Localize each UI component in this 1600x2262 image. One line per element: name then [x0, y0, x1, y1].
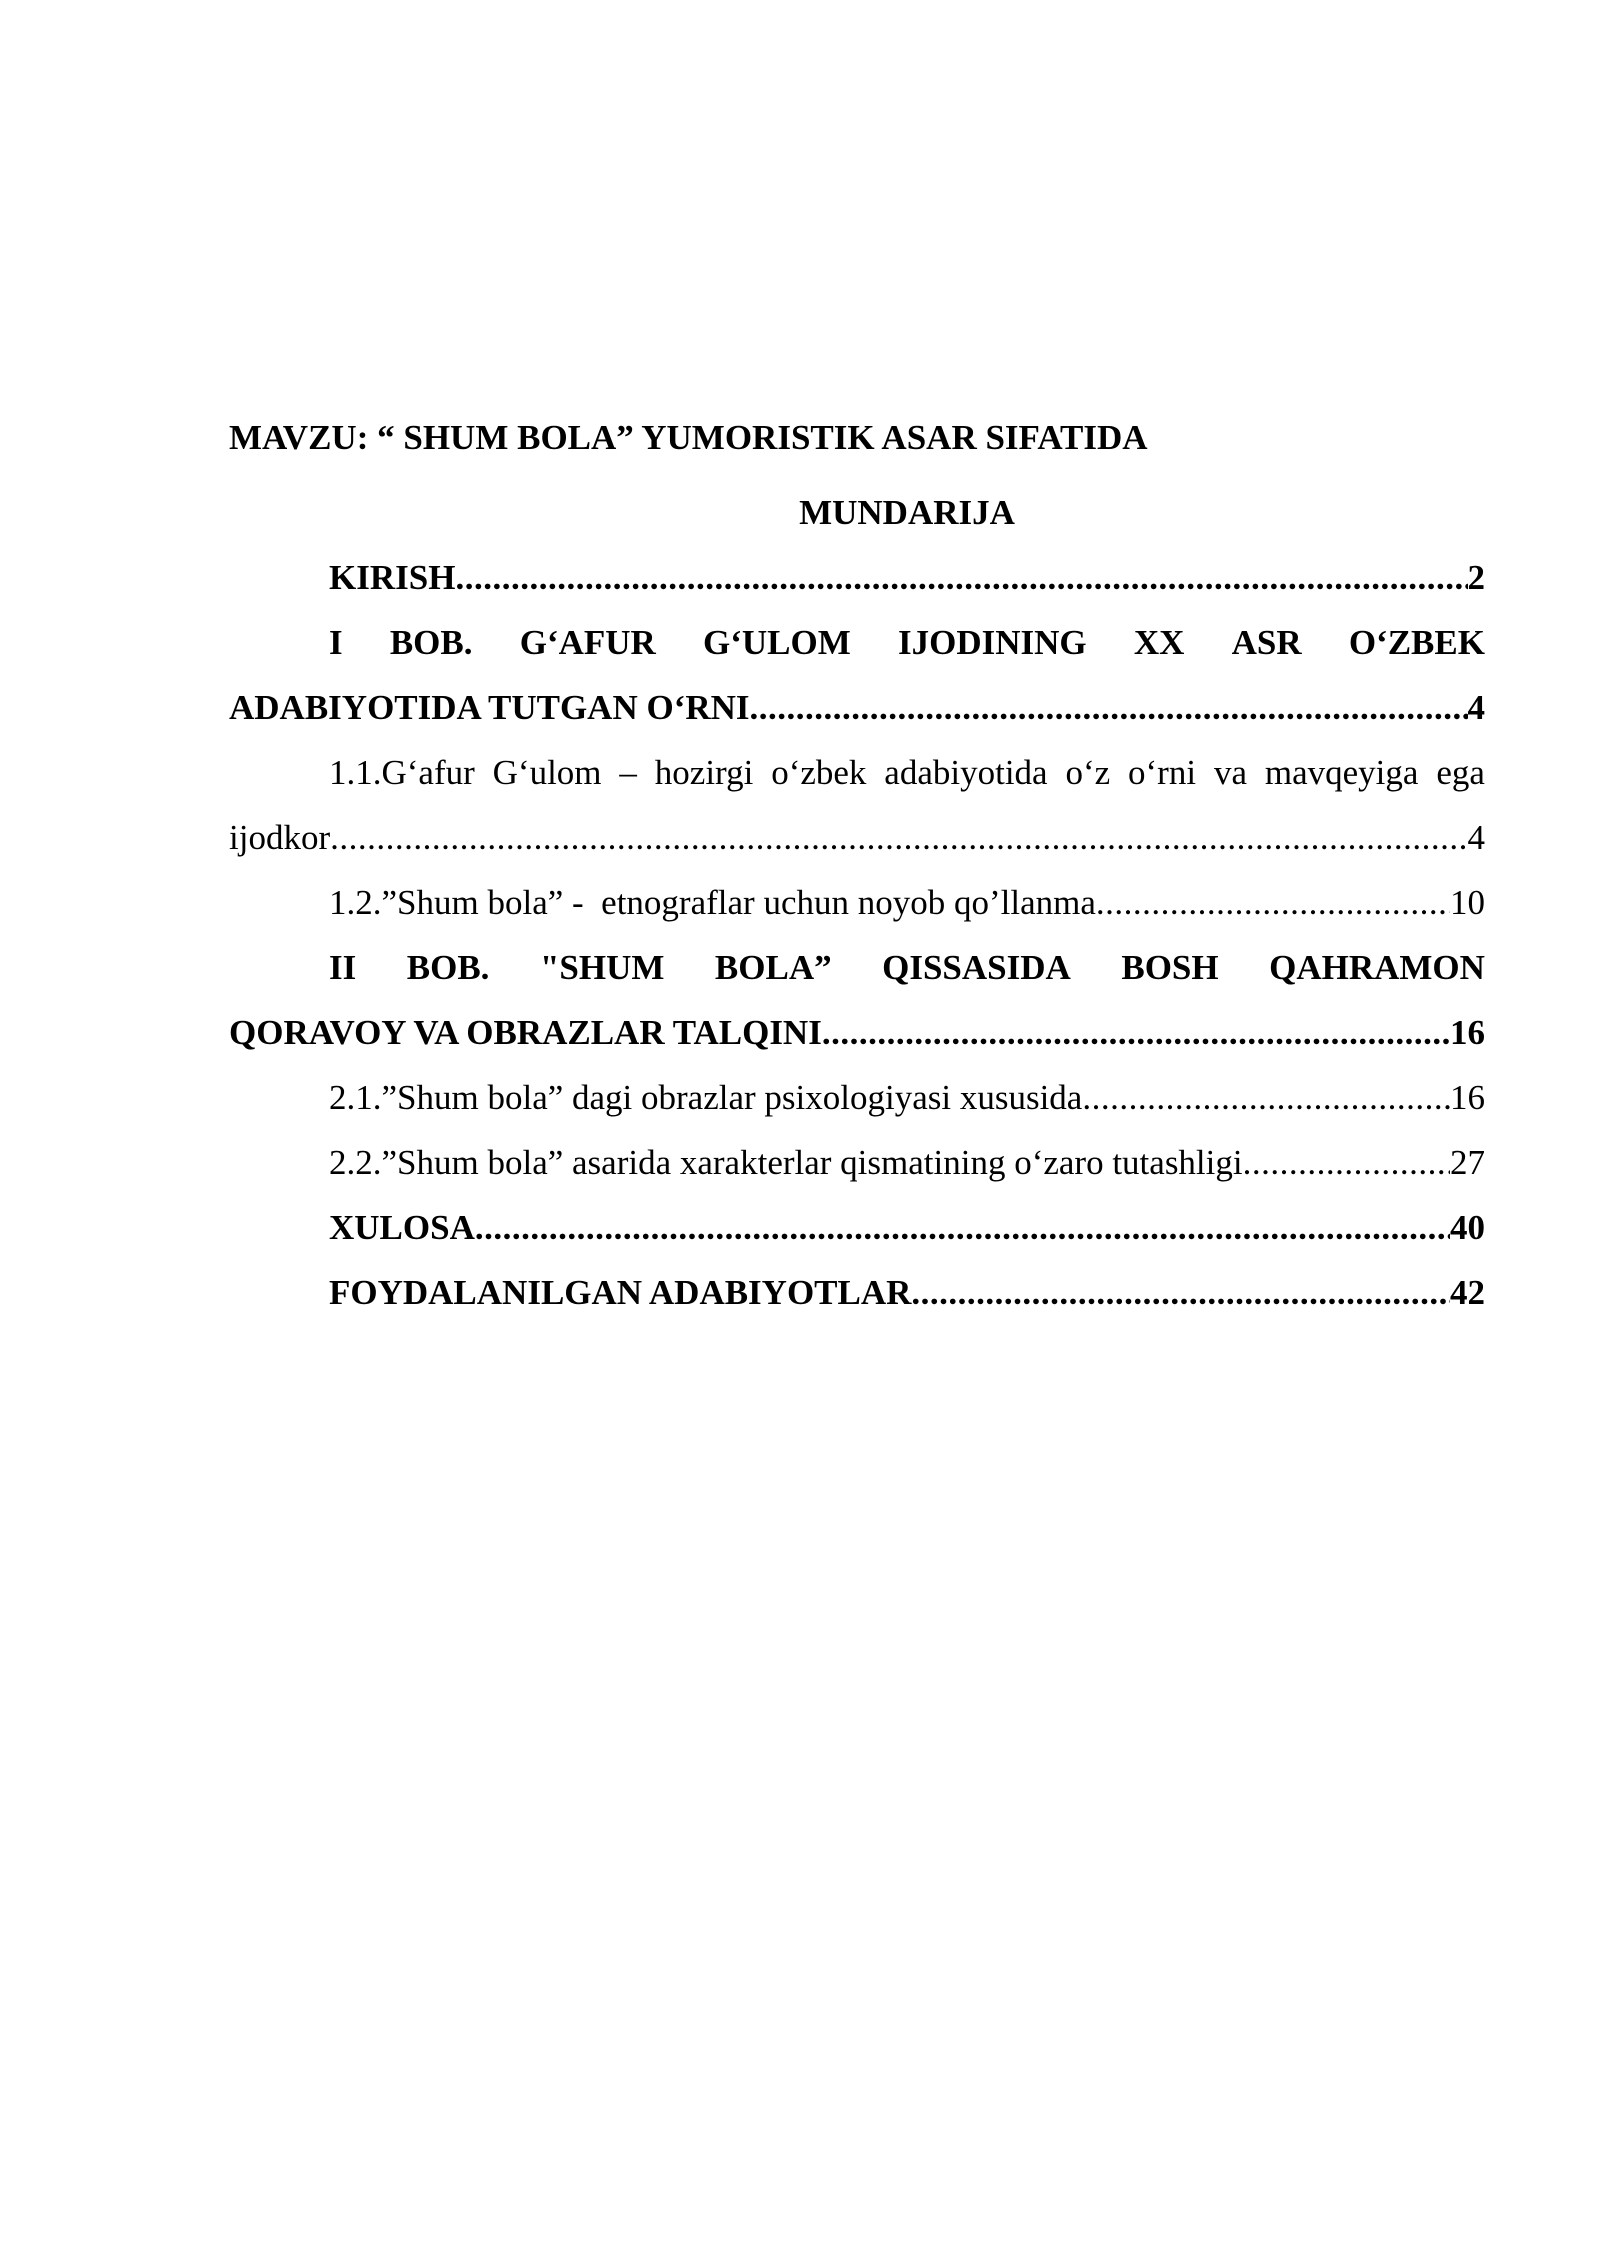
toc-word: BOB. — [406, 948, 490, 987]
toc-word: o‘rni — [1128, 753, 1197, 792]
toc-entry-bob2-line2[interactable] — [229, 1000, 1485, 1065]
toc-entry-1-1-line1[interactable] — [229, 740, 1485, 805]
toc-word: ASR — [1231, 623, 1302, 662]
toc-entry-label: 1.2.”Shum bola” - etnograflar uchun noyob qo’llanma — [329, 883, 1096, 922]
toc-word: hozirgi — [654, 753, 754, 792]
toc-page-number: 42 — [1450, 1273, 1485, 1312]
toc-page-number: 4 — [1467, 688, 1485, 727]
toc-page-number: 16 — [1450, 1078, 1485, 1117]
toc-word: o‘zbek — [771, 753, 867, 792]
toc-word: ega — [1436, 753, 1485, 792]
toc-word: QISSASIDA — [882, 948, 1071, 987]
table-of-contents — [229, 545, 1485, 1325]
toc-word: 1.1.G‘afur — [329, 753, 475, 792]
toc-word: XX — [1133, 623, 1185, 662]
toc-word: – — [619, 753, 637, 792]
toc-word: BOSH — [1121, 948, 1219, 987]
toc-page-number: 40 — [1450, 1208, 1485, 1247]
toc-entry-label: QORAVOY VA OBRAZLAR TALQINI — [229, 1013, 822, 1052]
toc-leader-dots — [750, 675, 1468, 740]
toc-leader-dots — [1243, 1130, 1450, 1195]
toc-word: BOB. — [389, 623, 473, 662]
toc-word: IJODINING — [897, 623, 1087, 662]
toc-word: va — [1213, 753, 1247, 792]
toc-word: O‘ZBEK — [1348, 623, 1485, 662]
toc-entry-bob1-line1[interactable] — [229, 610, 1485, 675]
toc-leader-dots — [330, 805, 1467, 870]
toc-word: G‘AFUR — [519, 623, 656, 662]
toc-leader-dots — [475, 1195, 1450, 1260]
toc-entry-label: ADABIYOTIDA TUTGAN O‘RNI — [229, 688, 750, 727]
toc-word: II — [329, 948, 357, 987]
toc-entry-label: XULOSA — [329, 1208, 475, 1247]
toc-word: mavqeyiga — [1264, 753, 1419, 792]
toc-leader-dots — [455, 545, 1467, 610]
toc-entry-1-2[interactable] — [229, 870, 1485, 935]
toc-entry-label: 2.1.”Shum bola” dagi obrazlar psixologiyasi xususida — [329, 1078, 1083, 1117]
toc-word: I — [329, 623, 343, 662]
toc-word: o‘z — [1065, 753, 1111, 792]
toc-leader-dots — [822, 1000, 1450, 1065]
toc-page-number: 4 — [1467, 818, 1485, 857]
toc-word: BOLA” — [714, 948, 832, 987]
toc-leader-dots — [1096, 870, 1450, 935]
toc-entry-xulosa[interactable] — [229, 1195, 1485, 1260]
document-page — [229, 408, 1485, 1325]
document-topic: MAVZU: “ SHUM BOLA” YUMORISTIK ASAR SIFATIDA — [229, 418, 1148, 457]
toc-entry-kirish[interactable] — [229, 545, 1485, 610]
toc-word: "SHUM — [539, 948, 665, 987]
toc-entry-label: KIRISH — [329, 558, 456, 597]
toc-entry-label: 2.2.”Shum bola” asarida xarakterlar qismatining o‘zaro tutashligi — [329, 1143, 1243, 1182]
toc-word: adabiyotida — [884, 753, 1048, 792]
toc-leader-dots — [911, 1260, 1450, 1325]
toc-title: MUNDARIJA — [799, 493, 1015, 532]
toc-entry-adabiyotlar[interactable] — [229, 1260, 1485, 1325]
toc-word: G‘ulom — [492, 753, 602, 792]
toc-page-number: 16 — [1450, 1013, 1485, 1052]
toc-entry-bob1-line2[interactable] — [229, 675, 1485, 740]
toc-entry-2-2[interactable] — [229, 1130, 1485, 1195]
toc-page-number: 2 — [1467, 558, 1485, 597]
toc-leader-dots — [1082, 1065, 1450, 1130]
toc-page-number: 27 — [1450, 1143, 1485, 1182]
toc-entry-label: ijodkor — [229, 818, 331, 857]
toc-word: QAHRAMON — [1269, 948, 1485, 987]
toc-page-number: 10 — [1450, 883, 1485, 922]
toc-entry-1-1-line2[interactable] — [229, 805, 1485, 870]
toc-entry-label: FOYDALANILGAN ADABIYOTLAR — [329, 1273, 912, 1312]
toc-word: G‘ULOM — [703, 623, 851, 662]
toc-entry-2-1[interactable] — [229, 1065, 1485, 1130]
toc-entry-bob2-line1[interactable] — [229, 935, 1485, 1000]
